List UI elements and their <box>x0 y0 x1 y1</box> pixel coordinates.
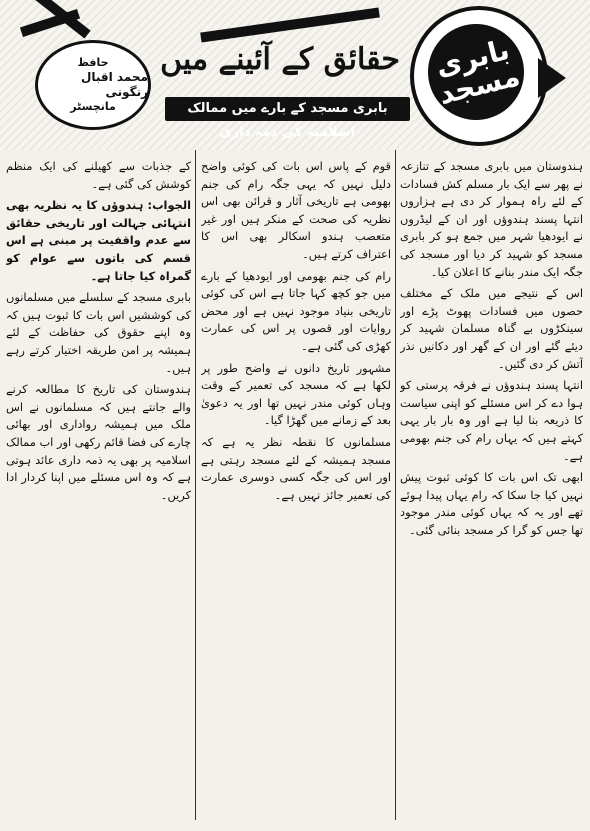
paragraph: الجواب: ہندوؤں کا یہ نظریہ بھی انتہائی جہالت اور تاریخی حقائق سے عدم واقفیت پر مبنی ہے اس قسم کی باتوں سے عوام کو گمراہ کیا جاتا ہے۔ <box>6 198 191 283</box>
paragraph: ہندوستان میں بابری مسجد کے تنازعہ نے پھر سے ایک بار مسلم کش فسادات کے لئے راہ ہموار کر دی ہے ہزاروں انتہا پسند ہندوؤں اور ان کے لیڈروں نے ایودھیا شہر میں جمع ہو کر بابری مسجد کو شہید کر دیا اور مسجد کی جگہ ایک مندر بنانے کا اعلان کیا۔ <box>400 159 583 279</box>
author-prefix: حافظ <box>77 56 109 70</box>
article-column-2 <box>201 158 391 823</box>
paragraph: کے جذبات سے کھیلنے کی ایک منظم کوشش کی گئی ہے۔ <box>6 159 191 191</box>
author-byline <box>35 40 151 130</box>
author-city: مانچسٹر <box>70 100 116 113</box>
badge-arrow-icon <box>538 58 566 98</box>
paragraph: ابھی تک اس بات کا کوئی ثبوت پیش نہیں کیا جا سکا کہ رام یہاں پیدا ہوئے تھے اور یہ کہ یہاں کوئی مندر موجود تھا جس کو گرا کر مسجد بنائی گئی۔ <box>400 470 583 537</box>
paragraph: مسلمانوں کا نقطہ نظر یہ ہے کہ مسجد ہمیشہ کے لئے مسجد رہتی ہے اور اس کی جگہ کسی دوسری عمارت کی تعمیر جائز نہیں ہے۔ <box>201 434 391 502</box>
article-column-3 <box>6 158 191 823</box>
headline: حقائق کے آئینے میں <box>160 42 400 77</box>
section-badge <box>410 6 548 146</box>
paragraph: اس کے نتیجے میں ملک کے مختلف حصوں میں فسادات پھوٹ پڑے اور سینکڑوں بے گناہ مسلمان شہید کر دیئے گئے اور ان کے گھر اور دکانیں نذر آتش کر دی گئیں۔ <box>400 286 583 371</box>
author-name: محمد اقبال رنگونی <box>80 70 148 99</box>
paragraph: مشہور تاریخ دانوں نے واضح طور پر لکھا ہے کہ مسجد کی تعمیر کے وقت وہاں کوئی مندر نہیں تھا اور یہ دعویٰ بعد کے زمانے میں گھڑا گیا۔ <box>201 360 391 428</box>
paragraph: بابری مسجد کے سلسلے میں مسلمانوں کی کوششیں اس بات کا ثبوت ہیں کہ وہ اپنے حقوق کی حفاظت کے لئے ہمیشہ پر امن طریقہ اختیار کرتے رہے ہیں۔ <box>6 290 191 375</box>
badge-label: بابری مسجد <box>418 14 534 130</box>
subheadline: بابری مسجد کے بارے میں ممالک اسلامیہ کی ذمہ داری <box>165 97 410 121</box>
paragraph: قوم کے پاس اس بات کی کوئی واضح دلیل نہیں کہ یہی جگہ رام کی جنم بھومی ہے تاریخی آثار و قرائن بھی اس نظریہ کی صحت کے منکر ہیں اور غیر متعصب ہندو اسکالر بھی اس کا اعتراف کرتے ہیں۔ <box>201 159 391 261</box>
column-divider <box>395 150 396 820</box>
paragraph: انتہا پسند ہندوؤں نے فرقہ پرستی کو ہوا دے کر اس مسئلے کو اپنی سیاست کا ذریعہ بنا لیا ہے اور وہ بار بار یہی کہتے ہیں کہ یہاں رام کی جنم بھومی ہے۔ <box>400 378 583 463</box>
column-divider <box>195 150 196 820</box>
paragraph: رام کی جنم بھومی اور ایودھیا کے بارے میں جو کچھ کہا جاتا ہے اس کی کوئی تاریخی بنیاد موجود نہیں ہے اور محض روایات اور قصوں پر اس کی عمارت کھڑی کی گئی ہے۔ <box>201 268 391 353</box>
article-header <box>0 0 590 150</box>
article-column-1 <box>400 158 583 823</box>
paragraph: ہندوستان کی تاریخ کا مطالعہ کرنے والے جانتے ہیں کہ مسلمانوں نے اس ملک میں ہمیشہ رواداری اور بھائی چارے کی فضا قائم رکھی اور اب ممالک اسلامیہ پر بھی یہ ذمہ داری عائد ہوتی ہے کہ وہ اس مسئلے میں اپنا کردار ادا کریں۔ <box>6 382 191 502</box>
